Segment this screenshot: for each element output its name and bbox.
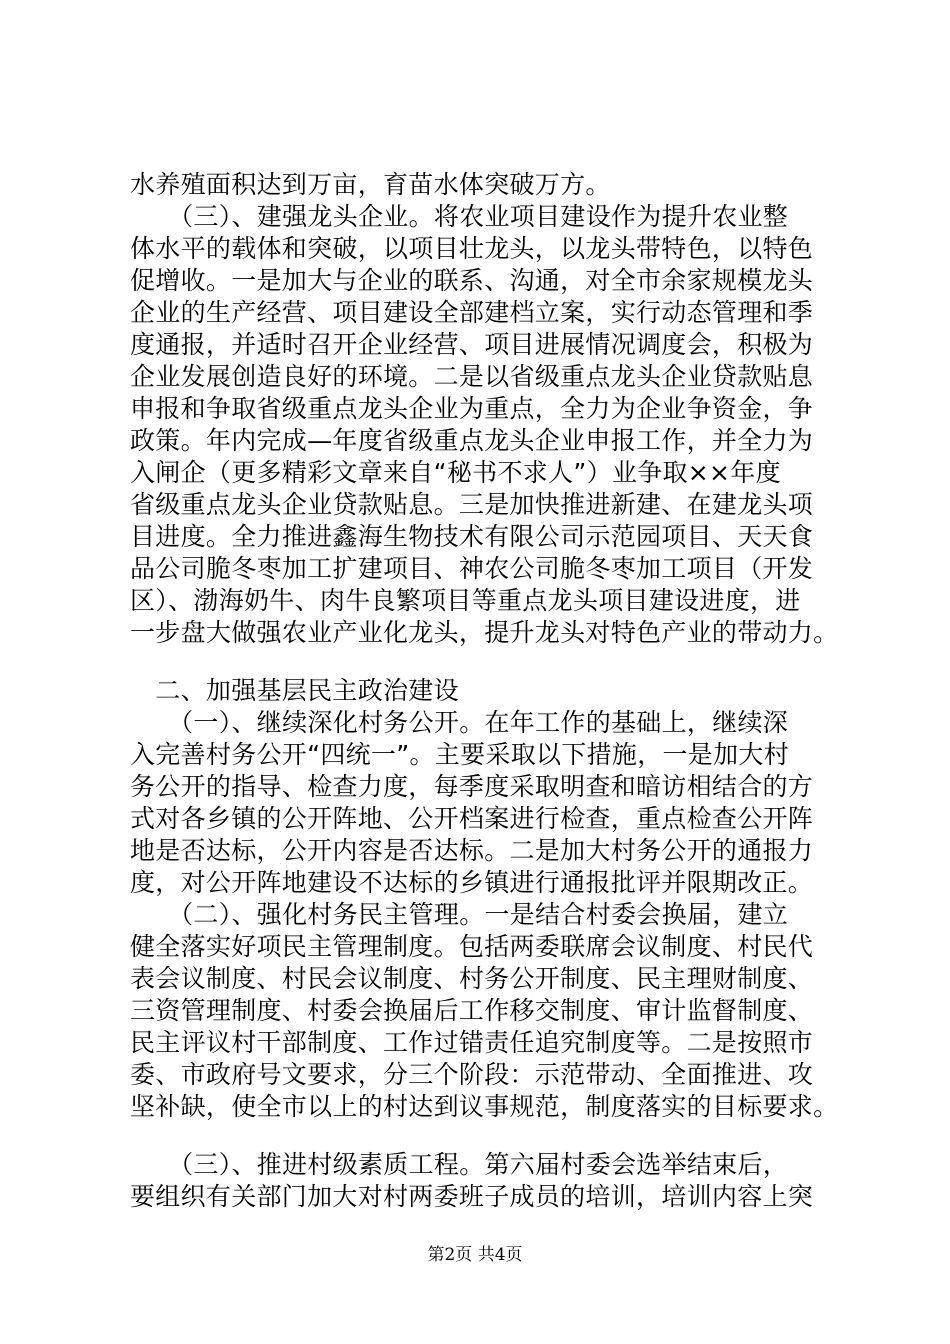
text-line: 务公开的指导、检查力度，每季度采取明查和暗访相结合的方 [130,772,814,801]
text-line: 度通报，并适时召开企业经营、项目进展情况调度会，积极为 [130,330,814,359]
text-line: 目进度。全力推进鑫海生物技术有限公司示范园项目、天天食 [130,522,814,551]
text-line: 一步盘大做强农业产业化龙头，提升龙头对特色产业的带动力。 [130,618,839,647]
text-line: 三资管理制度、村委会换届后工作移交制度、审计监督制度、 [130,996,814,1025]
text-line: （二）、强化村务民主管理。一是结合村委会换届，建立 [130,900,789,929]
text-line: 企业的生产经营、项目建设全部建档立案，实行动态管理和季 [130,298,814,327]
text-line: 委、市政府号文要求，分三个阶段：示范带动、全面推进、攻 [130,1060,814,1089]
text-line: 地是否达标，公开内容是否达标。二是加大村务公开的通报力 [130,836,814,865]
text-line: 申报和争取省级重点龙头企业为重点，全力为企业争资金，争 [130,394,814,423]
text-line: 促增收。一是加大与企业的联系、沟通，对全市余家规模龙头 [130,266,814,295]
text-line: 企业发展创造良好的环境。二是以省级重点龙头企业贷款贴息 [130,362,814,391]
text-line: 民主评议村干部制度、工作过错责任追究制度等。二是按照市 [130,1028,814,1057]
text-line: 入完善村务公开“四统一”。主要采取以下措施，一是加大村 [130,740,790,769]
text-line: 品公司脆冬枣加工扩建项目、神农公司脆冬枣加工项目（开发 [130,554,814,583]
text-line: （三）、推进村级素质工程。第六届村委会选举结束后， [130,1150,789,1179]
page-footer: 第2页 共4页 [427,1245,523,1265]
text-line: 政策。年内完成—年度省级重点龙头企业申报工作，并全力为 [130,426,814,455]
text-line: 入闸企（更多精彩文章来自“秘书不求人”）业争取××年度 [130,458,781,487]
text-line: 要组织有关部门加大对村两委班子成员的培训，培训内容上突 [130,1182,814,1211]
text-line: 水养殖面积达到万亩，育苗水体突破万方。 [130,170,611,199]
text-line: 坚补缺，使全市以上的村达到议事规范，制度落实的目标要求。 [130,1092,839,1121]
text-line: （三）、建强龙头企业。将农业项目建设作为提升农业整 [130,202,789,231]
text-line: 健全落实好项民主管理制度。包括两委联席会议制度、村民代 [130,932,814,961]
text-line: 体水平的载体和突破，以项目壮龙头，以龙头带特色，以特色 [130,234,814,263]
text-line: 度，对公开阵地建设不达标的乡镇进行通报批评并限期改正。 [130,868,814,897]
text-line: （一）、继续深化村务公开。在年工作的基础上，继续深 [130,708,789,737]
text-line: 区）、渤海奶牛、肉牛良繁项目等重点龙头项目建设进度，进 [130,586,801,615]
text-line: 式对各乡镇的公开阵地、公开档案进行检查，重点检查公开阵 [130,804,814,833]
text-line: 省级重点龙头企业贷款贴息。三是加快推进新建、在建龙头项 [130,490,814,519]
section-heading: 二、加强基层民主政治建设 [130,676,459,705]
text-line: 表会议制度、村民会议制度、村务公开制度、民主理财制度、 [130,964,814,993]
